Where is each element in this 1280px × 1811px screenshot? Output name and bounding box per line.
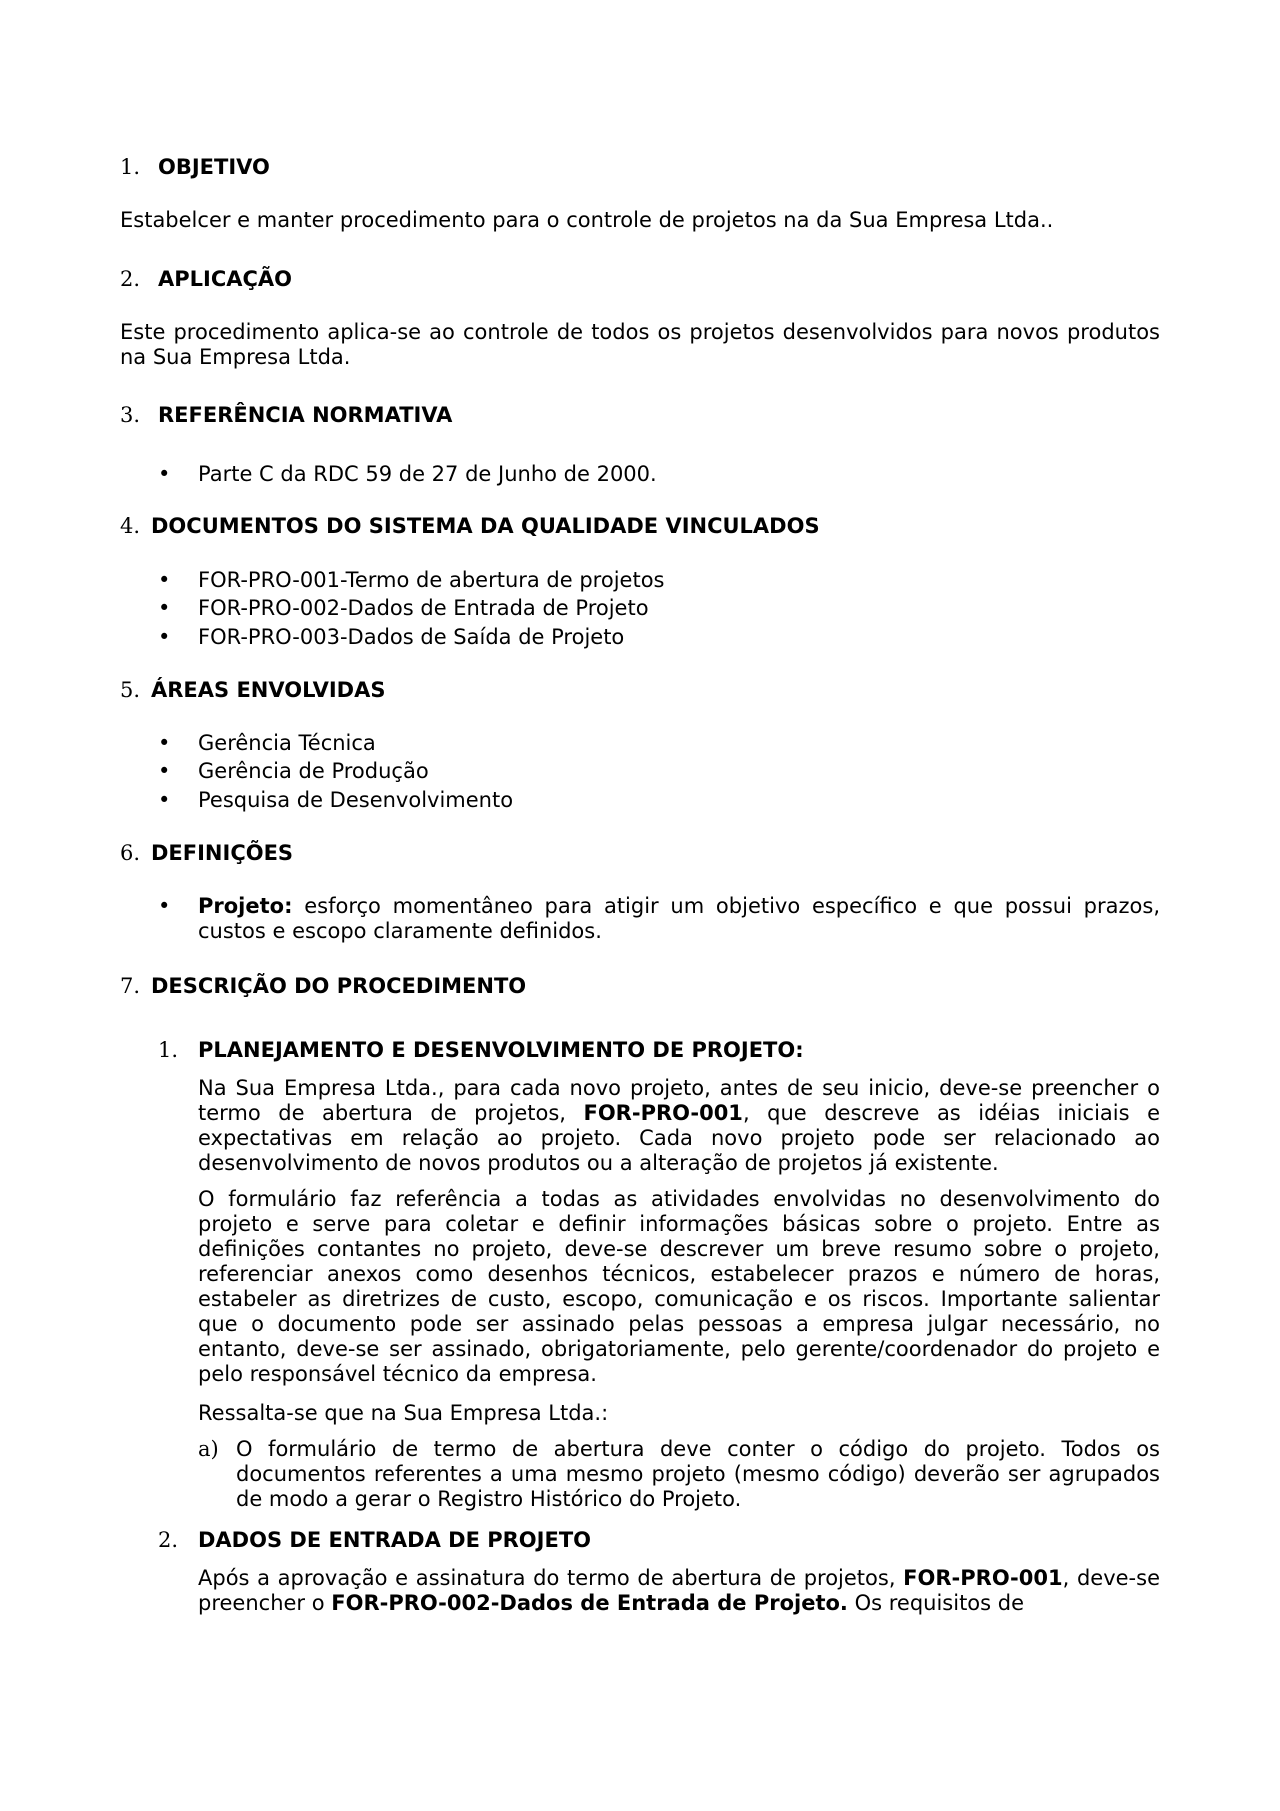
bullet-icon: • xyxy=(158,625,171,649)
section-title: DESCRIÇÃO DO PROCEDIMENTO xyxy=(151,974,527,998)
section-heading-objetivo xyxy=(120,152,270,182)
planejamento-paragraph-3: Ressalta-se que na Sua Empresa Ltda.: xyxy=(198,1401,609,1425)
subsection-number: 1. xyxy=(158,1038,179,1062)
subsection-heading-dados-entrada xyxy=(158,1525,591,1555)
item-text: O formulário de termo de abertura deve conter o código do projeto. Todos os documentos referentes a uma mesmo projeto (mesmo código) deverão ser agrupados de modo a gerar o Registro Histórico do Projeto. xyxy=(236,1437,1160,1511)
section-title: DOCUMENTOS DO SISTEMA DA QUALIDADE VINCULADOS xyxy=(151,514,820,538)
section-heading-aplicacao xyxy=(120,264,292,294)
section-title: ÁREAS ENVOLVIDAS xyxy=(151,678,386,702)
list-item: • Gerência de Produção xyxy=(158,759,429,783)
section-number: 3. xyxy=(120,403,141,427)
list-item: • Parte C da RDC 59 de 27 de Junho de 2000. xyxy=(158,462,657,486)
dados-entrada-paragraph: Após a aprovação e assinatura do termo de abertura de projetos, FOR-PRO-001, deve-se preencher o FOR-PRO-002-Dados de Entrada de Projeto. Os requisitos de xyxy=(198,1566,1160,1615)
planejamento-paragraph-2: O formulário faz referência a todas as atividades envolvidas no desenvolvimento do projeto e serve para coletar e definir informações básicas sobre o projeto. Entre as definições contantes no projeto, deve-se descrever um breve resumo sobre o projeto, referenciar anexos como desenhos técnicos, estabelecer prazos e número de horas, estabeler as diretrizes de custo, escopo, comunicação e os riscos. Importante salientar que o documento pode ser assinado pelas pessoas a empresa julgar necessário, no entanto, deve-se ser assinado, obrigatoriamente, pelo gerente/coordenador do projeto e pelo responsável técnico da empresa. xyxy=(198,1187,1160,1386)
section-number: 2. xyxy=(120,267,141,291)
subsection-number: 2. xyxy=(158,1528,179,1552)
section-number: 1. xyxy=(120,155,141,179)
planejamento-paragraph-1: Na Sua Empresa Ltda., para cada novo projeto, antes de seu inicio, deve-se preencher o termo de abertura de projetos, FOR-PRO-001, que descreve as idéias iniciais e expectativas em relação ao projeto. Cada novo projeto pode ser relacionado ao desenvolvimento de novos produtos ou a alteração de projetos já existente. xyxy=(198,1076,1160,1175)
section-heading-descricao xyxy=(120,971,526,1001)
subsection-heading-planejamento xyxy=(158,1035,804,1065)
section-number: 4. xyxy=(120,514,141,538)
list-item: • FOR-PRO-003-Dados de Saída de Projeto xyxy=(158,625,625,649)
list-item: • FOR-PRO-002-Dados de Entrada de Projeto xyxy=(158,596,649,620)
section-title: APLICAÇÃO xyxy=(158,267,293,291)
bullet-icon: • xyxy=(158,462,171,486)
section-number: 7. xyxy=(120,974,141,998)
bullet-icon: • xyxy=(158,568,171,592)
list-item: • FOR-PRO-001-Termo de abertura de projetos xyxy=(158,568,665,592)
bullet-icon: • xyxy=(158,759,171,783)
section-heading-areas xyxy=(120,675,385,705)
list-item: • Pesquisa de Desenvolvimento xyxy=(158,788,514,812)
section-number: 5. xyxy=(120,678,141,702)
definition-text: esforço momentâneo para atigir um objetivo específico e que possui prazos, custos e escopo claramente definidos. xyxy=(198,894,1160,943)
bullet-icon: • xyxy=(158,731,171,755)
definition-item xyxy=(158,894,1160,944)
section-heading-definicoes xyxy=(120,838,293,868)
subsection-title: DADOS DE ENTRADA DE PROJETO xyxy=(198,1528,591,1552)
section-title: OBJETIVO xyxy=(158,155,270,179)
aplicacao-paragraph: Este procedimento aplica-se ao controle de todos os projetos desenvolvidos para novos produtos na Sua Empresa Ltda. xyxy=(120,320,1160,369)
section-heading-documentos xyxy=(120,511,820,541)
definition-term: Projeto: xyxy=(198,894,293,918)
section-number: 6. xyxy=(120,841,141,865)
bullet-icon: • xyxy=(158,788,171,812)
bullet-icon: • xyxy=(158,596,171,620)
item-label: a) xyxy=(198,1437,219,1461)
lettered-item xyxy=(198,1437,1160,1512)
bullet-icon: • xyxy=(158,894,171,918)
section-title: REFERÊNCIA NORMATIVA xyxy=(158,403,453,427)
subsection-title: PLANEJAMENTO E DESENVOLVIMENTO DE PROJETO: xyxy=(198,1038,804,1062)
section-heading-referencia xyxy=(120,400,452,430)
objetivo-paragraph: Estabelcer e manter procedimento para o controle de projetos na da Sua Empresa Ltda.. xyxy=(120,208,1054,232)
list-item: • Gerência Técnica xyxy=(158,731,376,755)
section-title: DEFINIÇÕES xyxy=(151,841,294,865)
